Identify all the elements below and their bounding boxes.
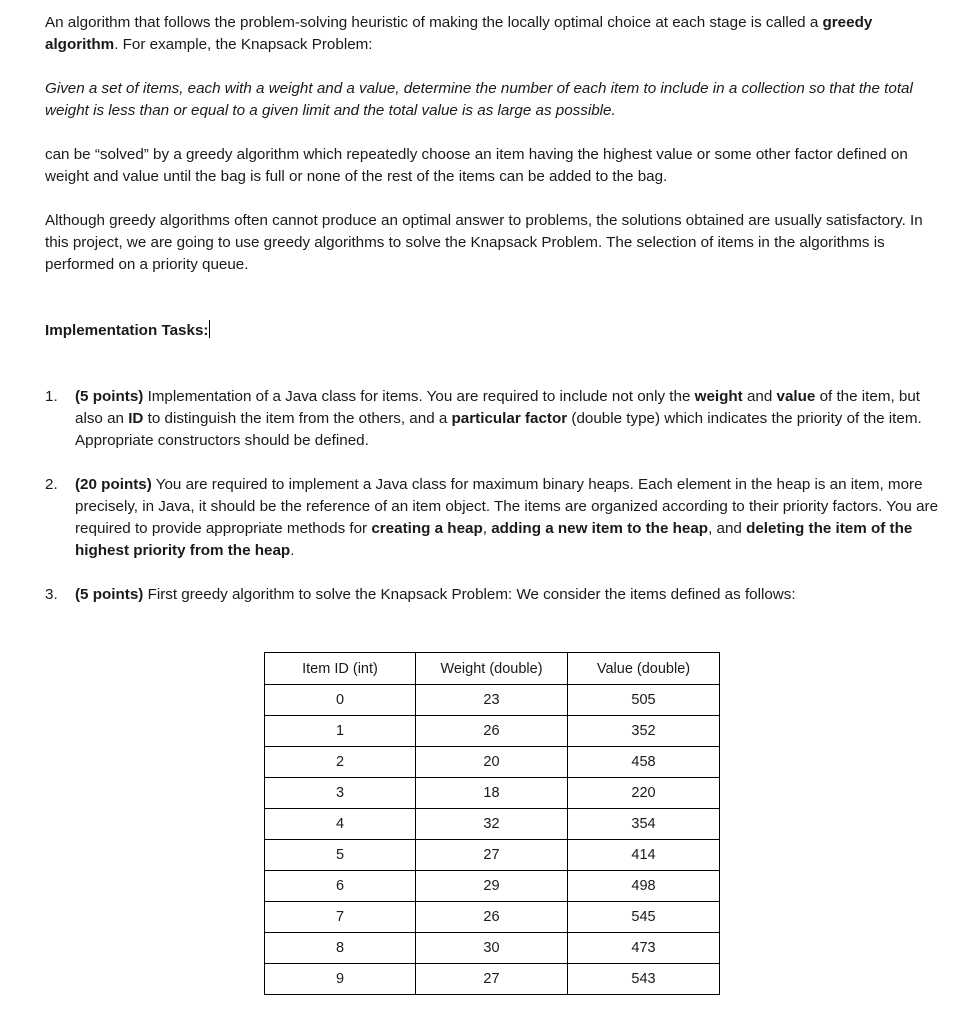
column-header-value: Value (double) (568, 653, 720, 685)
weight-cell: 30 (416, 933, 568, 964)
list-number: 2. (45, 476, 58, 493)
weight-cell: 29 (416, 871, 568, 902)
weight-cell: 23 (416, 685, 568, 716)
weight-cell: 27 (416, 840, 568, 871)
greedy-algorithm-term: greedy algorithm (45, 14, 873, 53)
item-id-cell: 4 (265, 809, 416, 840)
implementation-tasks-heading[interactable]: Implementation Tasks: (45, 322, 209, 339)
item-id-cell: 1 (265, 716, 416, 747)
knapsack-definition: Given a set of items, each with a weight and a value, determine the number of each item to include in a collection so that the total weight is less than or equal to a given limit and the total value is as large as possible. (45, 80, 913, 119)
weight-cell: 32 (416, 809, 568, 840)
task-item-1: 1. (5 points) Implementation of a Java class for items. You are required to include not only the weight and value of the item, but also an ID to distinguish the item from the others, and a particular factor (double type) which indicates the priority of the item. Appropriate constructors should be defined. (45, 388, 922, 449)
table-row (265, 716, 720, 747)
table-row (265, 840, 720, 871)
weight-cell: 26 (416, 716, 568, 747)
task-item-3: 3. (5 points) First greedy algorithm to solve the Knapsack Problem: We consider the items defined as follows: (45, 584, 940, 606)
weight-cell: 27 (416, 964, 568, 995)
table-row (265, 747, 720, 778)
item-id-cell: 0 (265, 685, 416, 716)
value-cell: 473 (568, 933, 720, 964)
task-list (45, 386, 940, 606)
table-row (265, 933, 720, 964)
item-id-cell: 9 (265, 964, 416, 995)
value-cell: 414 (568, 840, 720, 871)
text-cursor (209, 320, 210, 338)
weight-cell: 26 (416, 902, 568, 933)
value-cell: 352 (568, 716, 720, 747)
value-cell: 498 (568, 871, 720, 902)
table-row (265, 809, 720, 840)
table-row (265, 902, 720, 933)
value-cell: 354 (568, 809, 720, 840)
item-id-cell: 8 (265, 933, 416, 964)
intro-paragraph-3: can be “solved” by a greedy algorithm which repeatedly choose an item having the highest value or some other factor defined on weight and value until the bag is full or none of the rest of the items can be added to the bag. (45, 146, 908, 185)
item-id-cell: 2 (265, 747, 416, 778)
weight-cell: 20 (416, 747, 568, 778)
items-table (264, 652, 720, 995)
item-id-cell: 6 (265, 871, 416, 902)
value-cell: 543 (568, 964, 720, 995)
item-id-cell: 7 (265, 902, 416, 933)
column-header-weight: Weight (double) (416, 653, 568, 685)
value-cell: 545 (568, 902, 720, 933)
task-item-2: 2. (20 points) You are required to implement a Java class for maximum binary heaps. Each element in the heap is an item, more precisely, in Java, it should be the reference of an item object. The items are organized according to their priority factors. You are required to provide appropriate methods for creating a heap, adding a new item to the heap, and deleting the item of the highest priority from the heap. (45, 476, 939, 559)
intro-paragraph-4: Although greedy algorithms often cannot produce an optimal answer to problems, the solutions obtained are usually satisfactory. In this project, we are going to use greedy algorithms to solve the Knapsack Problem. The selection of items in the algorithms is performed on a priority queue. (45, 212, 923, 273)
value-cell: 220 (568, 778, 720, 809)
column-header-item-id: Item ID (int) (265, 653, 416, 685)
list-number: 1. (45, 388, 58, 405)
value-cell: 505 (568, 685, 720, 716)
table-row (265, 685, 720, 716)
item-id-cell: 3 (265, 778, 416, 809)
table-header-row (265, 653, 720, 685)
table-row (265, 964, 720, 995)
list-number: 3. (45, 586, 58, 603)
value-cell: 458 (568, 747, 720, 778)
table-row (265, 871, 720, 902)
item-id-cell: 5 (265, 840, 416, 871)
intro-paragraph-1: An algorithm that follows the problem-solving heuristic of making the locally optimal choice at each stage is called a greedy algorithm. For example, the Knapsack Problem: (45, 14, 873, 53)
table-row (265, 778, 720, 809)
weight-cell: 18 (416, 778, 568, 809)
